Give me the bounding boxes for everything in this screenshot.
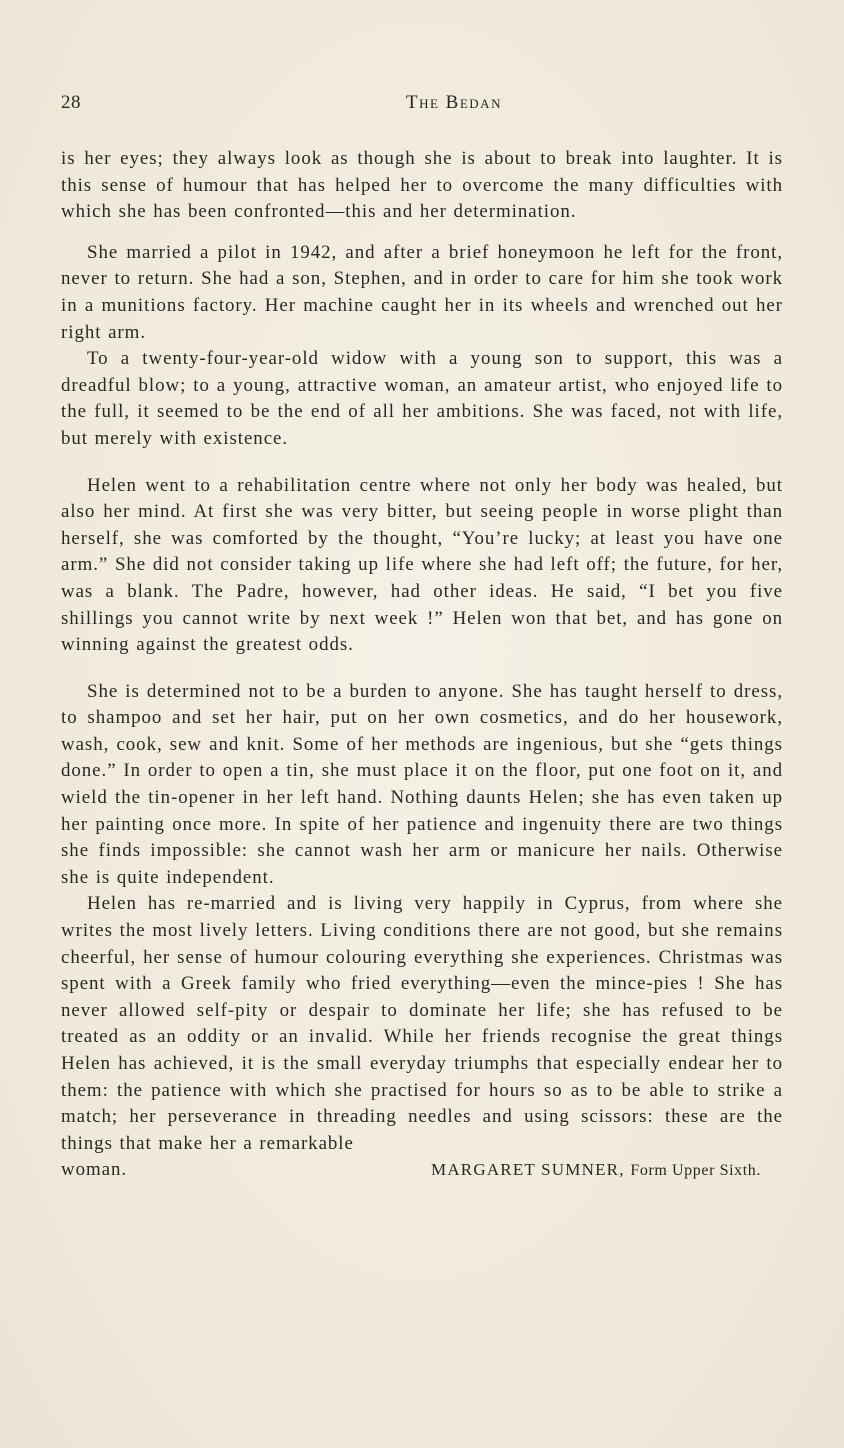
paragraph-6: Helen has re-married and is living very happily in Cyprus, from where she writes the most lively letters. Living conditions there are not good, but she remains cheerful, her sense of humour colouring everything she experiences. Christmas was spent with a Greek family who fried everything—even the mince-pies ! She has never allowed self-pity or despair to dominate her life; she has refused to be treated as an oddity or an invalid. While her friends recognise the great things Helen has achieved, it is the small everyday triumphs that especially endear her to them: the patience with which she practised for hours so as to be able to strike a match; her perseverance in threading needles and using scissors: these are the things that make her a remarkable [61,893,783,1154]
paragraph-5: She is determined not to be a burden to anyone. She has taught herself to dress, to shampoo and set her hair, put on her own cosmetics, and do her housework, wash, cook, sew and knit. Some of her methods are ingenious, but she “gets things done.” In order to open a tin, she must place it on the floor, put one foot on it, and wield the tin-opener in her left hand. Nothing daunts Helen; she has even taken up her painting once more. In spite of her patience and ingenuity there are two things she finds impossible: she cannot wash her arm or manicure her nails. Otherwise she is quite independent. [61,680,783,888]
paragraph-1: is her eyes; they always look as though she is about to break into laughter. It is this sense of humour that has helped her to overcome the many difficulties with which she has been confronted—this and her determination. [61,148,783,223]
closing-line [61,1157,783,1185]
page-header [61,92,780,118]
article-body [61,146,783,1185]
signature [431,1157,761,1185]
running-title: The Bedan [406,92,502,113]
author-name: MARGARET SUMNER, [431,1160,625,1180]
paragraph-3: To a twenty-four-year-old widow with a young son to support, this was a dreadful blow; to a young, attractive woman, an amateur artist, who enjoyed life to the full, it seemed to be the end of all her ambitions. She was faced, not with life, but merely with existence. [61,348,783,449]
page-number: 28 [61,92,81,113]
closing-word: woman. [61,1159,128,1181]
paragraph-2: She married a pilot in 1942, and after a brief honeymoon he left for the front, never to return. She had a son, Stephen, and in order to care for him she took work in a munitions factory. Her machine caught her in its wheels and wrenched out her right arm. [61,241,783,343]
paragraph-4: Helen went to a rehabilitation centre where not only her body was healed, but also her mind. At first she was very bitter, but seeing people in worse plight than herself, she was comforted by the thought, “You’re lucky; at least you have one arm.” She did not consider taking up life where she had left off; the future, for her, was a blank. The Padre, however, had other ideas. He said, “I bet you five shillings you cannot write by next week !” Helen won that bet, and has gone on winning against the greatest odds. [61,474,783,656]
author-form: Form Upper Sixth. [630,1162,761,1180]
